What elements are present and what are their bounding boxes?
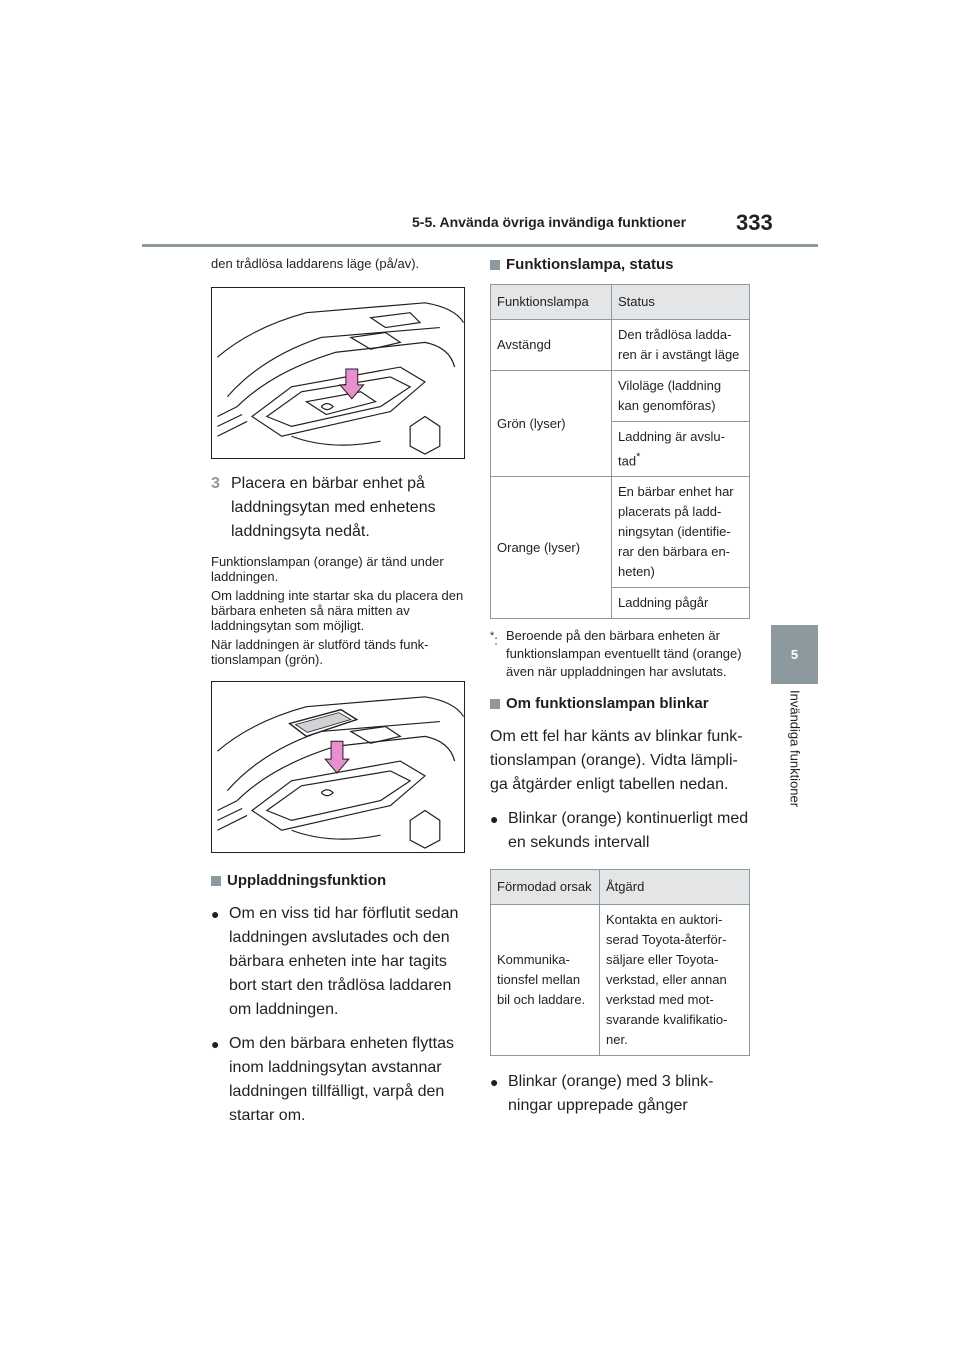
bullet-item: ● Om den bärbara enheten flyttas inom laddningsytan avstannar laddningen tillfälligt, varpå den startar om. [211, 1032, 467, 1128]
note-3: När laddningen är slutförd tänds funk-tionslampan (grön). [211, 637, 429, 667]
blink-description: Om ett fel har känts av blinkar funk-tionslampan (orange). Vidta lämpli-ga åtgärder enligt tabellen nedan. [490, 728, 743, 794]
table-cell: En bärbar enhet har placerats på ladd-ningsytan (identifie-rar den bärbara en-heten) [612, 477, 750, 588]
section-heading-upload: Uppladdningsfunktion [211, 872, 467, 890]
section-heading-blink: Om funktionslampan blinkar [490, 695, 752, 713]
step-3 [211, 472, 467, 544]
note-1: Funktionslampan (orange) är tänd under laddningen. [211, 554, 444, 584]
table-header: Åtgärd [600, 870, 750, 905]
chapter-tab-label: Invändiga funktioner [787, 690, 802, 808]
table-header-row [491, 285, 750, 320]
lamp-status-table [490, 284, 750, 619]
chapter-tab: 5 [771, 625, 818, 684]
table-cell: Grön (lyser) [491, 371, 612, 477]
table-row [491, 477, 750, 588]
footnote-marker: * [636, 451, 641, 463]
page-number: 333 [736, 210, 773, 235]
table-header: Status [612, 285, 750, 320]
charger-illustration-1 [211, 287, 465, 459]
cause-action-table [490, 869, 750, 1056]
right-column [490, 256, 752, 1118]
table-row [491, 320, 750, 371]
table-row [491, 371, 750, 422]
bullet-item: ● Om en viss tid har förflutit sedan laddningen avslutades och den bärbara enheten inte har tagits bort start den trådlösa laddaren om laddningen. [211, 902, 467, 1022]
charger-illustration-2 [211, 681, 465, 853]
note-2: Om laddning inte startar ska du placera den bärbara enheten så nära mitten av laddningsytan som möjligt. [211, 588, 464, 633]
heading-square-icon [490, 699, 500, 709]
header-divider [142, 244, 818, 247]
bullet-dot-icon: ● [490, 1074, 499, 1091]
bullet-item: ● Blinkar (orange) med 3 blink-ningar upprepade gånger [490, 1070, 752, 1118]
chapter-header-title: 5-5. Använda övriga invändiga funktioner [412, 214, 687, 230]
table-cell: Laddning pågår [612, 588, 750, 619]
table-cell: Den trådlösa ladda-ren är i avstängt läge [612, 320, 750, 371]
intro-text: den trådlösa laddarens läge (på/av). [211, 256, 420, 271]
bullet-dot-icon: ● [211, 1036, 220, 1052]
step-number: 3 [211, 475, 220, 492]
table-row [491, 905, 750, 1056]
table-cell: Orange (lyser) [491, 477, 612, 619]
table-cell: Kommunika-tionsfel mellan bil och laddare. [491, 905, 600, 1056]
table-cell: Kontakta en auktori-serad Toyota-återför-säljare eller Toyota-verkstad, eller annan verkstad med mot-svarande kvalifikatio-ner. [600, 905, 750, 1056]
footnote: *: Beroende på den bärbara enheten är funktionslampan eventuellt tänd (orange) även när uppladdningen har avslutats. [490, 628, 742, 680]
table-header-row [491, 870, 750, 905]
table-header: Förmodad orsak [491, 870, 600, 905]
table-cell: Avstängd [491, 320, 612, 371]
step-text: Placera en bärbar enhet på laddningsytan med enhetens laddningsyta nedåt. [231, 475, 436, 540]
bullet-dot-icon: ● [211, 906, 220, 922]
table-header: Funktionslampa [491, 285, 612, 320]
heading-square-icon [490, 260, 500, 270]
bullet-dot-icon: ● [490, 811, 499, 828]
heading-square-icon [211, 876, 221, 886]
section-heading-lamp-status: Funktionslampa, status [490, 256, 752, 274]
bullet-item: ● Blinkar (orange) kontinuerligt med en sekunds intervall [490, 807, 752, 855]
table-cell: Viloläge (laddning kan genomföras) [612, 371, 750, 422]
left-column [211, 256, 467, 1128]
table-cell: Laddning är avslu-tad* [612, 422, 750, 477]
